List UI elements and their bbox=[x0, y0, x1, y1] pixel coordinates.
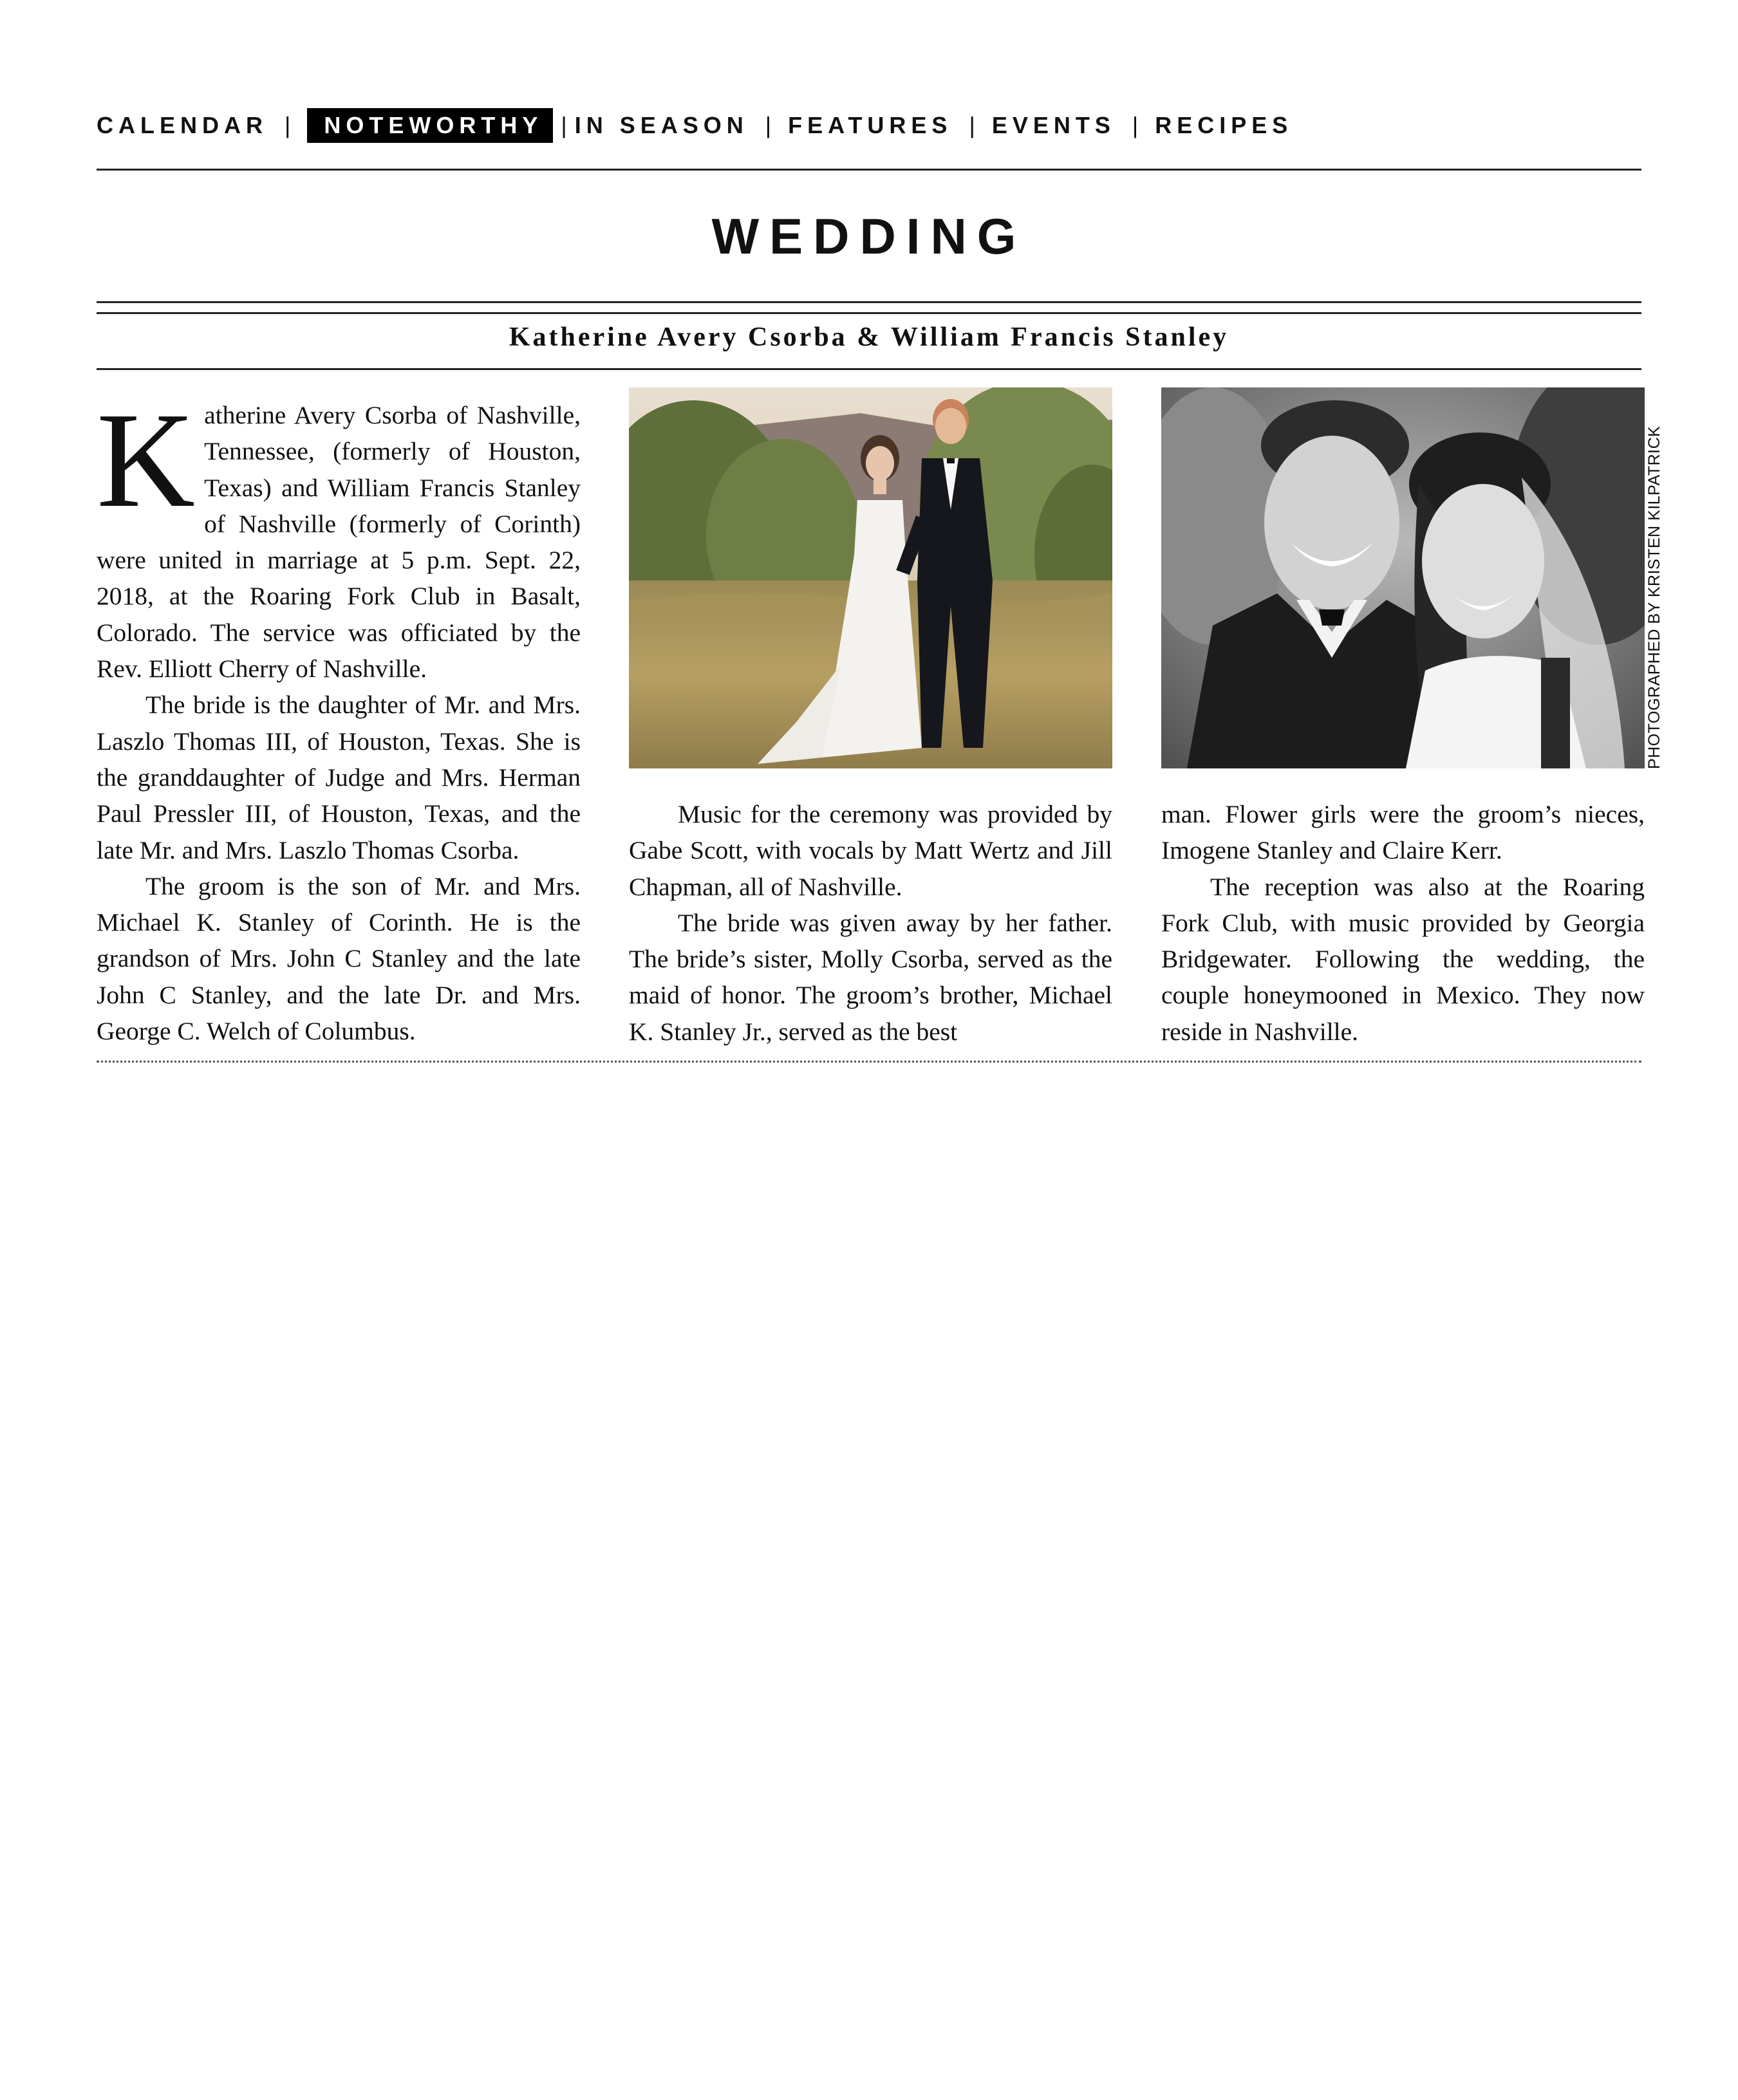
paragraph: Music for the ceremony was provided by Gabe Scott, with vocals by Matt Wertz and Jill Chapman, all of Nashville. bbox=[629, 800, 1112, 901]
nav-separator: | bbox=[1132, 112, 1139, 138]
nav-item-noteworthy[interactable]: NOTEWORTHY bbox=[307, 108, 553, 143]
nav-separator: | bbox=[561, 112, 567, 138]
article-column-2 bbox=[629, 796, 1112, 1050]
wedding-photo-meadow bbox=[629, 387, 1112, 768]
photo-credit: PHOTOGRAPHED BY KRISTEN KILPATRICK bbox=[1645, 425, 1663, 769]
title-divider-bottom bbox=[97, 312, 1641, 314]
article-column-3 bbox=[1161, 796, 1645, 1050]
paragraph: The bride was given away by her father. The bride’s sister, Molly Csorba, served as the maid of honor. The groom’s brother, Michael K. Stanley Jr., served as the best bbox=[629, 908, 1112, 1046]
names-divider bbox=[97, 368, 1641, 370]
paragraph: The groom is the son of Mr. and Mrs. Michael K. Stanley of Corinth. He is the grandson of Mrs. John C Stanley and the late John C Stanley, and the late Dr. and Mrs. George C. Welch of Columbus. bbox=[97, 871, 581, 1046]
drop-cap: K bbox=[97, 384, 196, 535]
nav-separator: | bbox=[285, 112, 291, 138]
nav-item-features[interactable]: FEATURES bbox=[788, 112, 953, 138]
nav-separator: | bbox=[969, 112, 975, 138]
nav-separator: | bbox=[765, 112, 772, 138]
paragraph: atherine Avery Csorba of Nashville, Tennessee, (formerly of Houston, Texas) and William Francis Stanley of Nashville (formerly of Corinth) were united in marriage at 5 p.m. Sept. 22, 2018, at the Roaring Fork Club in Basalt, Colorado. The service was officiated by the Rev. Elliott Cherry of Nashville. bbox=[97, 401, 581, 683]
title-divider-top bbox=[97, 301, 1641, 303]
paragraph: man. Flower girls were the groom’s nieces, Imogene Stanley and Claire Kerr. bbox=[1161, 800, 1645, 865]
paragraph: The reception was also at the Roaring Fork Club, with music provided by Georgia Bridgewater. Following the wedding, the couple honeymooned in Mexico. They now reside in Nashville. bbox=[1161, 872, 1645, 1046]
nav-item-calendar[interactable]: CALENDAR bbox=[97, 112, 268, 138]
nav-divider bbox=[97, 169, 1641, 171]
article-column-1 bbox=[97, 384, 581, 1049]
nav-item-in-season[interactable]: IN SEASON bbox=[574, 112, 749, 138]
article-end-divider bbox=[97, 1061, 1641, 1063]
section-title: WEDDING bbox=[711, 208, 1027, 265]
nav-item-recipes[interactable]: RECIPES bbox=[1155, 112, 1293, 138]
paragraph: The bride is the daughter of Mr. and Mrs. Laszlo Thomas III, of Houston, Texas. She is the granddaughter of Judge and Mrs. Herman Paul Pressler III, of Houston, Texas, and the late Mr. and Mrs. Laszlo Thomas Csorba. bbox=[97, 691, 581, 864]
couple-names: Katherine Avery Csorba & William Francis Stanley bbox=[509, 322, 1229, 352]
section-nav bbox=[97, 108, 1293, 143]
wedding-photo-portrait bbox=[1161, 387, 1645, 768]
nav-item-events[interactable]: EVENTS bbox=[991, 112, 1116, 138]
